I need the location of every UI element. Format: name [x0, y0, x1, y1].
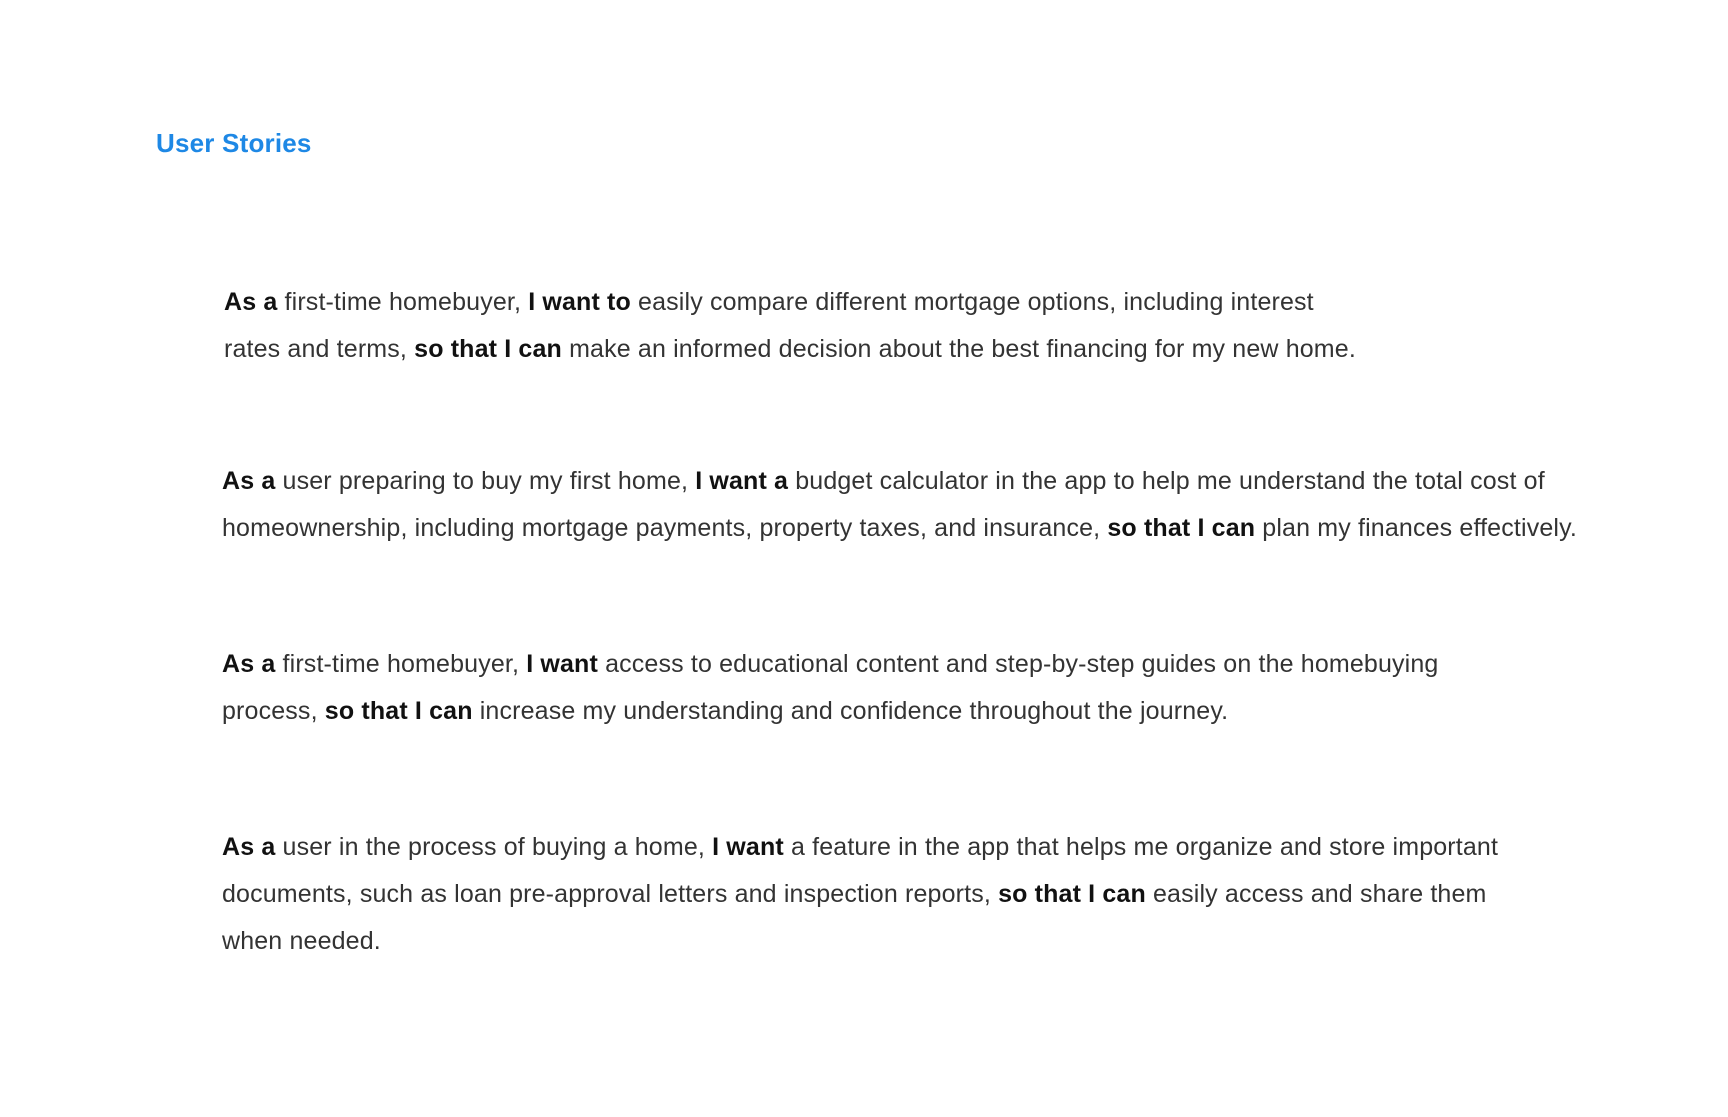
story-role: user preparing to buy my first home, [282, 467, 689, 495]
story-i-want: I want to [528, 288, 631, 316]
user-story [224, 279, 1374, 373]
story-goal: easily compare different mortgage options, including interest rates and terms, [224, 288, 1314, 363]
story-i-want: I want a [695, 467, 789, 495]
story-goal: access to educational content and step-by-step guides on the homebuying process, [222, 650, 1439, 725]
story-benefit: plan my finances effectively. [1262, 514, 1577, 542]
story-so-that: so that I can [1107, 514, 1256, 542]
user-story [222, 641, 1522, 735]
story-as-a: As a [222, 467, 276, 495]
story-as-a: As a [222, 650, 276, 678]
story-as-a: As a [222, 833, 276, 861]
story-benefit: make an informed decision about the best financing for my new home. [569, 335, 1356, 363]
story-so-that: so that I can [998, 880, 1146, 908]
story-role: user in the process of buying a home, [282, 833, 705, 861]
story-so-that: so that I can [324, 697, 473, 725]
story-i-want: I want [526, 650, 598, 678]
story-role: first-time homebuyer, [284, 288, 522, 316]
story-goal: budget calculator in the app to help me understand the total cost of homeownership, including mortgage payments, property taxes, and insurance, [222, 467, 1545, 542]
story-i-want: I want [712, 833, 784, 861]
story-benefit: increase my understanding and confidence throughout the journey. [479, 697, 1229, 725]
story-role: first-time homebuyer, [282, 650, 520, 678]
user-story [222, 824, 1522, 965]
story-benefit: easily access and share them when needed. [222, 880, 1487, 955]
story-goal: a feature in the app that helps me organize and store important documents, such as loan pre-approval letters and inspection reports, [222, 833, 1499, 908]
page-title: User Stories [156, 128, 312, 158]
story-so-that: so that I can [414, 335, 562, 363]
story-as-a: As a [224, 288, 278, 316]
user-story [222, 458, 1642, 552]
